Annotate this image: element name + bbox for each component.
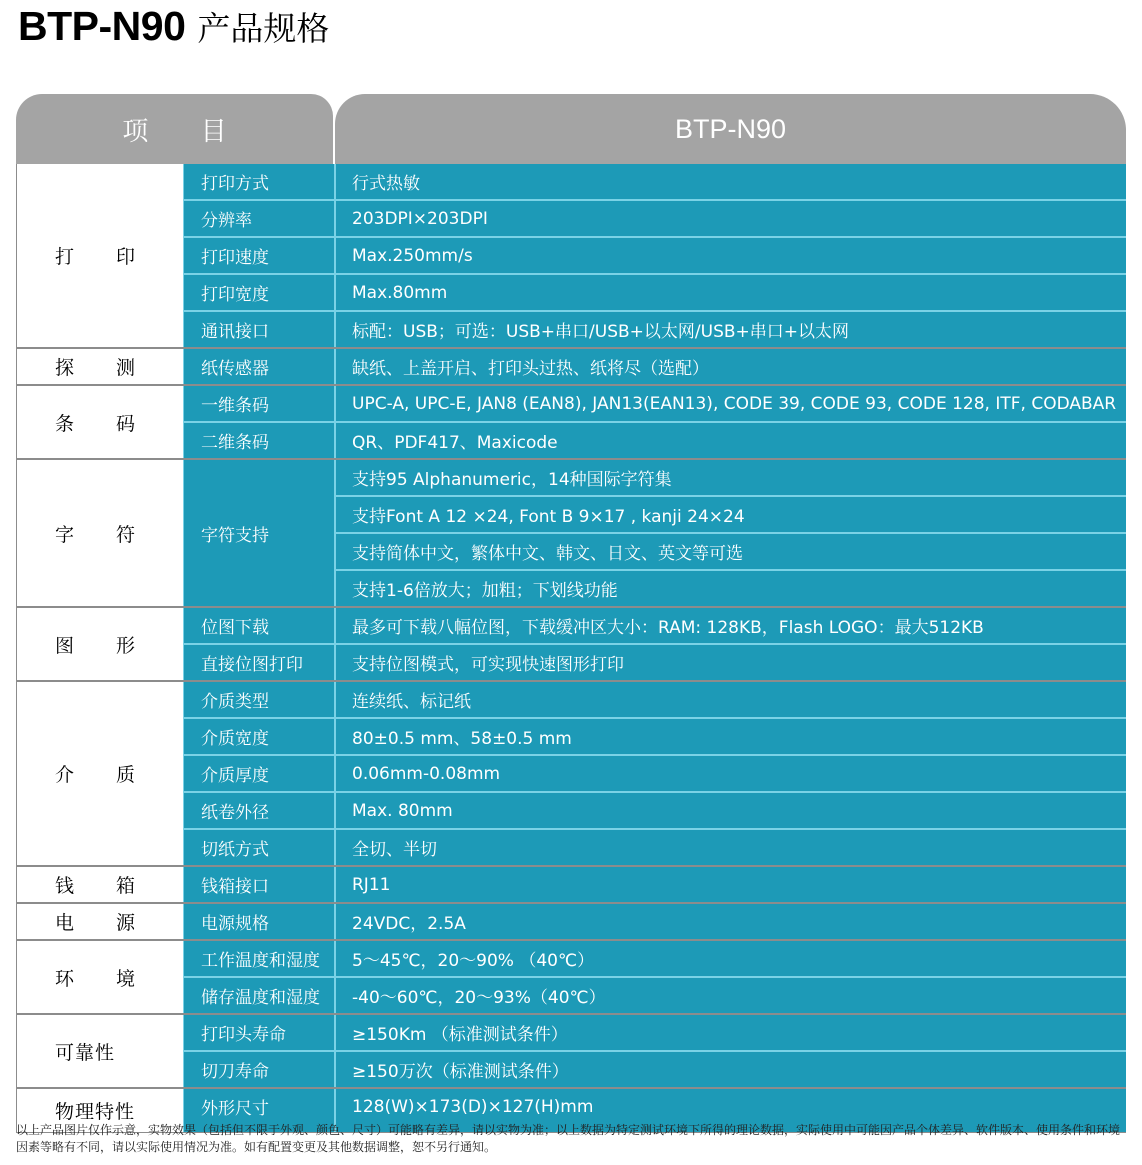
- spec-value: ≥150万次（标准测试条件）: [352, 1062, 569, 1082]
- spec-label: 介质类型: [184, 682, 334, 719]
- category-label: 探 测: [16, 349, 183, 384]
- spec-label: 介质厚度: [184, 756, 334, 793]
- spec-value: 24VDC，2.5A: [352, 914, 466, 934]
- spec-group: [16, 682, 1126, 867]
- spec-value: 全切、半切: [352, 840, 437, 860]
- spec-label: 钱箱接口: [201, 877, 269, 897]
- spec-value: 支持Font A 12 ×24, Font B 9×17 , kanji 24×24: [336, 497, 1126, 534]
- spec-value: 缺纸、上盖开启、打印头过热、纸将尽（选配）: [352, 359, 709, 379]
- spec-value: 支持95 Alphanumeric，14种国际字符集: [336, 460, 1126, 497]
- value-column: [334, 164, 1126, 347]
- spec-table: [16, 164, 1126, 1133]
- spec-label: 打印宽度: [184, 275, 334, 312]
- spec-value: -40～60℃，20～93%（40℃）: [352, 988, 606, 1008]
- spec-group: [16, 1015, 1126, 1089]
- spec-value: 标配：USB；可选：USB+串口/USB+以太网/USB+串口+以太网: [352, 322, 850, 342]
- spec-label: 电源规格: [201, 914, 269, 934]
- spec-label: 位图下载: [184, 608, 334, 645]
- value-column: [334, 349, 1126, 384]
- spec-label: 切刀寿命: [201, 1062, 269, 1082]
- title-text: 产品规格: [197, 9, 330, 48]
- spec-label-column: [183, 867, 334, 902]
- spec-value: UPC-A, UPC-E, JAN8 (EAN8), JAN13(EAN13), CODE 39, CODE 93, CODE 128, ITF, CODABAR: [336, 386, 1126, 423]
- spec-value: ≥150Km （标准测试条件）: [336, 1015, 1126, 1052]
- value-column: [334, 867, 1126, 902]
- spec-group: [16, 867, 1126, 904]
- spec-group: [16, 349, 1126, 386]
- spec-group: [16, 904, 1126, 941]
- spec-value: Max.80mm: [336, 275, 1126, 312]
- spec-label: 打印速度: [184, 238, 334, 275]
- category-label: 字 符: [16, 460, 183, 606]
- value-column: [334, 941, 1126, 1013]
- page-title: [18, 2, 329, 50]
- spec-label: 外形尺寸: [201, 1099, 269, 1119]
- category-label: 物理特性: [16, 1089, 183, 1132]
- value-column: [334, 1015, 1126, 1087]
- spec-label: 打印头寿命: [184, 1015, 334, 1052]
- spec-value: 80±0.5 mm、58±0.5 mm: [336, 719, 1126, 756]
- spec-value: 支持1-6倍放大；加粗；下划线功能: [352, 581, 618, 601]
- spec-label-column: [183, 608, 334, 680]
- spec-label-column: 字符支持: [183, 460, 334, 606]
- spec-group: [16, 460, 1126, 608]
- spec-value: Max.250mm/s: [336, 238, 1126, 275]
- spec-label: 纸卷外径: [184, 793, 334, 830]
- spec-label-column: [183, 941, 334, 1013]
- spec-value: 203DPI×203DPI: [336, 201, 1126, 238]
- spec-label: 纸传感器: [201, 359, 269, 379]
- spec-label-column: [183, 164, 334, 347]
- spec-label: 工作温度和湿度: [184, 941, 334, 978]
- spec-label: 一维条码: [184, 386, 334, 423]
- spec-label: 切纸方式: [201, 840, 269, 860]
- spec-label: 通讯接口: [201, 322, 269, 342]
- spec-label: 打印方式: [184, 164, 334, 201]
- spec-label: 介质宽度: [184, 719, 334, 756]
- category-label: 可靠性: [16, 1015, 183, 1087]
- value-column: [334, 904, 1126, 939]
- spec-value: Max. 80mm: [336, 793, 1126, 830]
- spec-value: 128(W)×173(D)×127(H)mm: [352, 1096, 594, 1117]
- spec-group: [16, 386, 1126, 460]
- header-model: BTP-N90: [335, 94, 1126, 164]
- value-column: [334, 460, 1126, 606]
- spec-label-column: [183, 1015, 334, 1087]
- spec-group: [16, 941, 1126, 1015]
- spec-label-column: [183, 682, 334, 865]
- spec-value: 最多可下载八幅位图，下载缓冲区大小：RAM: 128KB，Flash LOGO：最大512KB: [336, 608, 1126, 645]
- value-column: [334, 608, 1126, 680]
- category-label: 环 境: [16, 941, 183, 1013]
- spec-label: 直接位图打印: [201, 655, 303, 675]
- spec-value: 5～45℃，20～90% （40℃）: [336, 941, 1126, 978]
- category-label: 钱 箱: [16, 867, 183, 902]
- spec-group: [16, 608, 1126, 682]
- spec-label-column: [183, 386, 334, 458]
- spec-label: 二维条码: [201, 433, 269, 453]
- spec-value: 支持位图模式，可实现快速图形打印: [352, 655, 624, 675]
- spec-group: [16, 164, 1126, 349]
- category-label: 打 印: [16, 164, 183, 347]
- header-item: 项 目: [16, 94, 333, 164]
- spec-value: RJ11: [352, 874, 391, 895]
- spec-value: 支持简体中文，繁体中文、韩文、日文、英文等可选: [336, 534, 1126, 571]
- spec-value: 行式热敏: [336, 164, 1126, 201]
- category-label: 介 质: [16, 682, 183, 865]
- spec-value: QR、PDF417、Maxicode: [352, 433, 558, 453]
- spec-label: 储存温度和湿度: [201, 988, 320, 1008]
- spec-label-column: [183, 349, 334, 384]
- value-column: [334, 682, 1126, 865]
- spec-label-column: [183, 904, 334, 939]
- category-label: 电 源: [16, 904, 183, 939]
- title-model: BTP-N90: [18, 3, 186, 49]
- value-column: [334, 386, 1126, 458]
- spec-value: 连续纸、标记纸: [336, 682, 1126, 719]
- category-label: 图 形: [16, 608, 183, 680]
- category-label: 条 码: [16, 386, 183, 458]
- footer-note: 以上产品图片仅作示意，实物效果（包括但不限于外观、颜色、尺寸）可能略有差异，请以实物为准；以上数据为特定测试环境下所得的理论数据，实际使用中可能因产品个体差异、软件版本、使用条件和环境因素等略有不同，请以实际使用情况为准。如有配置变更及其他数据调整，恕不另行通知。: [16, 1123, 1121, 1154]
- spec-label: 分辨率: [184, 201, 334, 238]
- spec-value: 0.06mm-0.08mm: [336, 756, 1126, 793]
